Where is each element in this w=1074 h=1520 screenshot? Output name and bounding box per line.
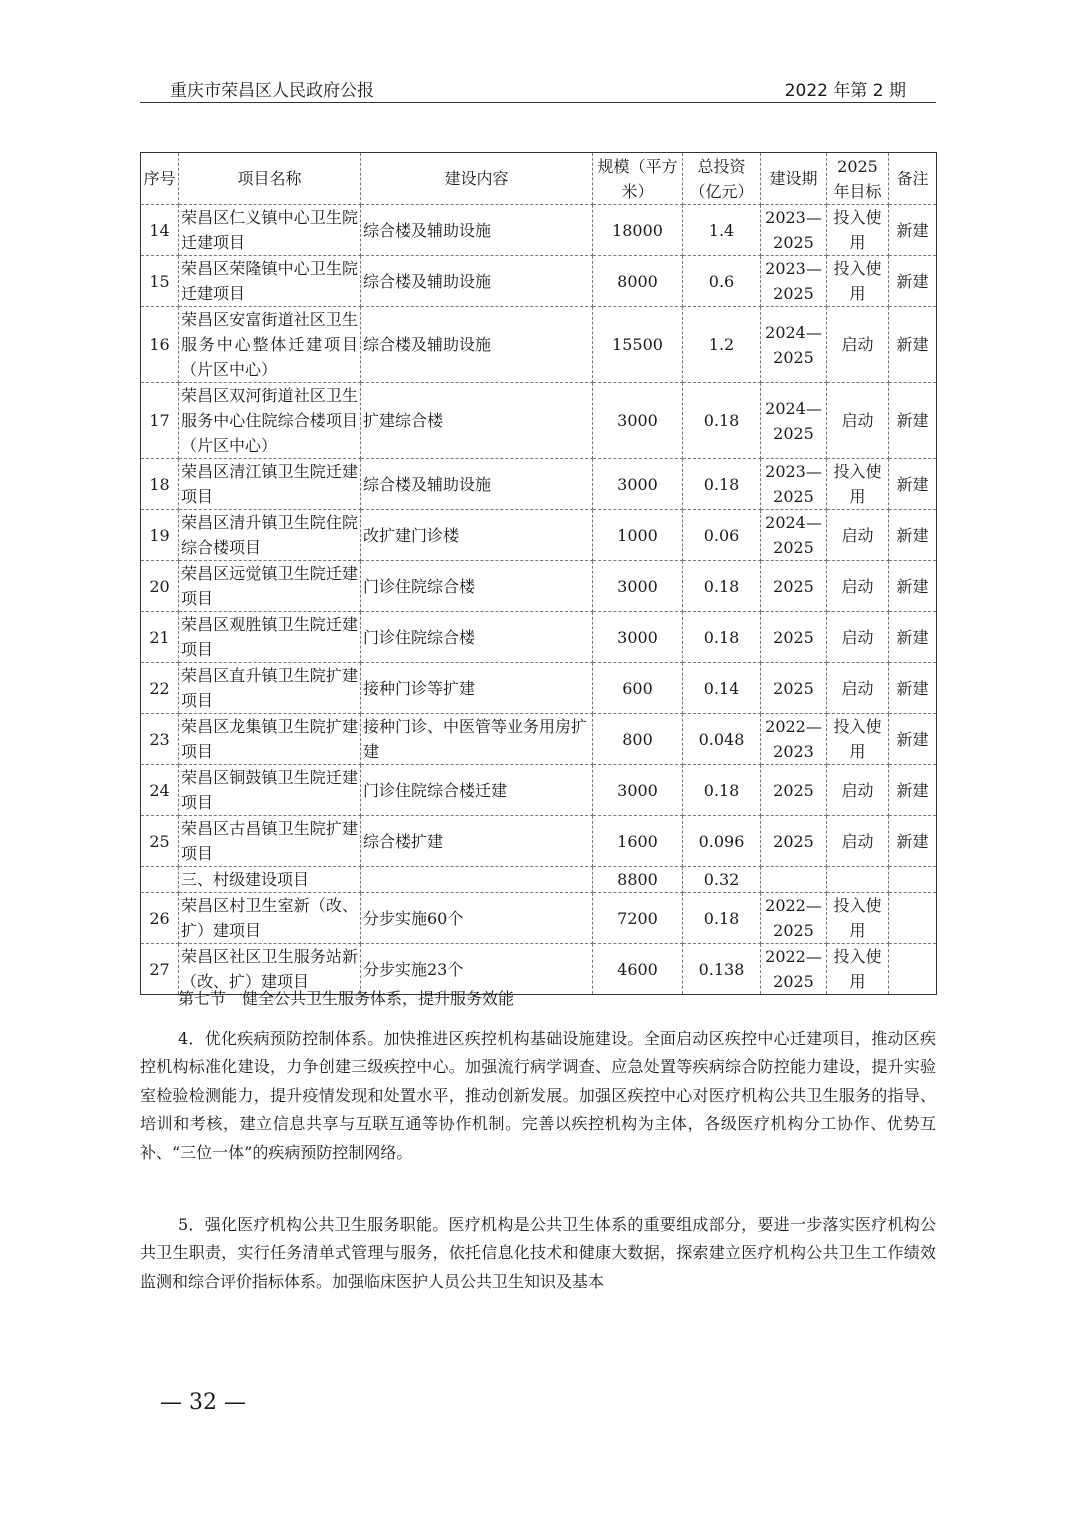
cell-period: 2024—2025 [761, 510, 827, 561]
cell-remark: 新建 [889, 459, 937, 510]
cell-remark: 新建 [889, 612, 937, 663]
cell-no: 25 [141, 816, 179, 867]
cell-scale: 18000 [593, 205, 683, 256]
cell-content: 综合楼扩建 [361, 816, 593, 867]
cell-scale: 8000 [593, 256, 683, 307]
table-row [141, 510, 937, 561]
cell-period: 2024—2025 [761, 383, 827, 459]
table-row [141, 383, 937, 459]
table-row [141, 612, 937, 663]
cell-name: 荣昌区清升镇卫生院住院综合楼项目 [179, 510, 361, 561]
cell-no: 19 [141, 510, 179, 561]
cell-content: 接种门诊、中医管等业务用房扩建 [361, 714, 593, 765]
table-row [141, 459, 937, 510]
cell-no: 26 [141, 893, 179, 944]
cell-no: 18 [141, 459, 179, 510]
page-number: — 32 — [160, 1390, 246, 1415]
cell-name: 荣昌区远觉镇卫生院迁建项目 [179, 561, 361, 612]
cell-content [361, 867, 593, 893]
table-row [141, 714, 937, 765]
cell-content: 分步实施60个 [361, 893, 593, 944]
cell-period: 2022—2025 [761, 944, 827, 995]
table-row [141, 816, 937, 867]
gazette-title: 重庆市荣昌区人民政府公报 [170, 81, 374, 101]
cell-remark [889, 944, 937, 995]
cell-invest: 0.14 [683, 663, 761, 714]
cell-target: 投入使用 [827, 714, 889, 765]
cell-period: 2025 [761, 816, 827, 867]
cell-name: 荣昌区社区卫生服务站新（改、扩）建项目 [179, 944, 361, 995]
cell-name: 荣昌区村卫生室新（改、扩）建项目 [179, 893, 361, 944]
cell-content: 综合楼及辅助设施 [361, 459, 593, 510]
cell-scale: 3000 [593, 765, 683, 816]
cell-remark: 新建 [889, 307, 937, 383]
cell-period: 2024—2025 [761, 307, 827, 383]
cell-content: 扩建综合楼 [361, 383, 593, 459]
table-row [141, 893, 937, 944]
cell-period: 2022—2025 [761, 893, 827, 944]
cell-period: 2023—2025 [761, 459, 827, 510]
cell-scale: 4600 [593, 944, 683, 995]
header-cell: 序号 [141, 153, 179, 205]
table-row [141, 663, 937, 714]
cell-no: 23 [141, 714, 179, 765]
cell-period: 2022—2023 [761, 714, 827, 765]
cell-period: 2025 [761, 561, 827, 612]
cell-content: 接种门诊等扩建 [361, 663, 593, 714]
cell-remark: 新建 [889, 816, 937, 867]
cell-period: 2023—2025 [761, 205, 827, 256]
section-title: 第七节 健全公共卫生服务体系，提升服务效能 [178, 989, 515, 1008]
cell-scale: 8800 [593, 867, 683, 893]
cell-invest: 0.18 [683, 561, 761, 612]
cell-content: 综合楼及辅助设施 [361, 256, 593, 307]
cell-content: 门诊住院综合楼 [361, 612, 593, 663]
cell-target: 启动 [827, 510, 889, 561]
cell-scale: 600 [593, 663, 683, 714]
cell-name: 荣昌区双河街道社区卫生服务中心住院综合楼项目（片区中心） [179, 383, 361, 459]
cell-target: 启动 [827, 307, 889, 383]
cell-invest: 0.6 [683, 256, 761, 307]
cell-remark: 新建 [889, 510, 937, 561]
cell-scale: 15500 [593, 307, 683, 383]
cell-name: 荣昌区铜鼓镇卫生院迁建项目 [179, 765, 361, 816]
cell-target: 启动 [827, 612, 889, 663]
table-row [141, 765, 937, 816]
cell-no: 20 [141, 561, 179, 612]
cell-invest: 0.096 [683, 816, 761, 867]
cell-name: 荣昌区仁义镇中心卫生院迁建项目 [179, 205, 361, 256]
cell-target: 启动 [827, 383, 889, 459]
cell-no: 14 [141, 205, 179, 256]
cell-invest: 0.048 [683, 714, 761, 765]
cell-period: 2025 [761, 765, 827, 816]
header-cell: 项目名称 [179, 153, 361, 205]
cell-name: 荣昌区古昌镇卫生院扩建项目 [179, 816, 361, 867]
cell-invest: 0.32 [683, 867, 761, 893]
cell-remark: 新建 [889, 561, 937, 612]
cell-invest: 0.18 [683, 459, 761, 510]
cell-content: 综合楼及辅助设施 [361, 205, 593, 256]
cell-no: 21 [141, 612, 179, 663]
cell-name: 荣昌区清江镇卫生院迁建项目 [179, 459, 361, 510]
issue-number: 2022 年第 2 期 [784, 81, 906, 101]
cell-target: 投入使用 [827, 459, 889, 510]
cell-invest: 0.18 [683, 765, 761, 816]
header-cell: 规模（平方米） [593, 153, 683, 205]
cell-remark: 新建 [889, 714, 937, 765]
cell-target [827, 867, 889, 893]
cell-remark: 新建 [889, 663, 937, 714]
cell-target: 启动 [827, 561, 889, 612]
cell-remark: 新建 [889, 256, 937, 307]
cell-invest: 1.2 [683, 307, 761, 383]
table-row [141, 561, 937, 612]
cell-remark: 新建 [889, 205, 937, 256]
page-header [140, 76, 936, 103]
cell-content: 改扩建门诊楼 [361, 510, 593, 561]
cell-period [761, 867, 827, 893]
table-header-row [141, 153, 937, 205]
cell-no [141, 867, 179, 893]
header-cell: 建设内容 [361, 153, 593, 205]
cell-no: 15 [141, 256, 179, 307]
table-row [141, 205, 937, 256]
table-row [141, 256, 937, 307]
cell-period: 2025 [761, 612, 827, 663]
cell-period: 2025 [761, 663, 827, 714]
cell-target: 投入使用 [827, 893, 889, 944]
table-row [141, 867, 937, 893]
cell-content: 门诊住院综合楼 [361, 561, 593, 612]
cell-no: 24 [141, 765, 179, 816]
cell-scale: 800 [593, 714, 683, 765]
cell-remark: 新建 [889, 765, 937, 816]
cell-period: 2023—2025 [761, 256, 827, 307]
project-table [140, 152, 937, 995]
header-cell: 建设期 [761, 153, 827, 205]
cell-invest: 0.18 [683, 383, 761, 459]
cell-remark: 新建 [889, 383, 937, 459]
cell-target: 投入使用 [827, 205, 889, 256]
cell-scale: 3000 [593, 612, 683, 663]
cell-invest: 0.06 [683, 510, 761, 561]
cell-scale: 7200 [593, 893, 683, 944]
cell-no: 22 [141, 663, 179, 714]
paragraph: 4．优化疾病预防控制体系。加快推进区疾控机构基础设施建设。全面启动区疾控中心迁建项目，推动区疾控机构标准化建设，力争创建三级疾控中心。加强流行病学调查、应急处置等疾病综合防控能力建设，提升实验室检验检测能力，提升疫情发现和处置水平，推动创新发展。加强区疾控中心对医疗机构公共卫生服务的指导、培训和考核，建立信息共享与互联互通等协作机制。完善以疾控机构为主体，各级医疗机构分工协作、优势互补、“三位一体”的疾病预防控制网络。 [140, 1029, 936, 1162]
cell-name: 荣昌区观胜镇卫生院迁建项目 [179, 612, 361, 663]
cell-content: 分步实施23个 [361, 944, 593, 995]
header-cell: 2025 年目标 [827, 153, 889, 205]
cell-no: 17 [141, 383, 179, 459]
cell-remark [889, 893, 937, 944]
cell-target: 投入使用 [827, 256, 889, 307]
cell-content: 综合楼及辅助设施 [361, 307, 593, 383]
cell-name: 荣昌区安富街道社区卫生服务中心整体迁建项目（片区中心） [179, 307, 361, 383]
cell-name: 荣昌区荣隆镇中心卫生院迁建项目 [179, 256, 361, 307]
cell-invest: 0.18 [683, 612, 761, 663]
cell-name: 三、村级建设项目 [179, 867, 361, 893]
cell-target: 启动 [827, 816, 889, 867]
cell-no: 27 [141, 944, 179, 995]
cell-target: 启动 [827, 663, 889, 714]
cell-scale: 1000 [593, 510, 683, 561]
header-cell: 总投资（亿元） [683, 153, 761, 205]
cell-target: 投入使用 [827, 944, 889, 995]
cell-remark [889, 867, 937, 893]
cell-invest: 0.18 [683, 893, 761, 944]
header-cell: 备注 [889, 153, 937, 205]
table-row [141, 307, 937, 383]
cell-target: 启动 [827, 765, 889, 816]
cell-scale: 1600 [593, 816, 683, 867]
cell-scale: 3000 [593, 459, 683, 510]
cell-invest: 1.4 [683, 205, 761, 256]
paragraph: 5．强化医疗机构公共卫生服务职能。医疗机构是公共卫生体系的重要组成部分，要进一步落实医疗机构公共卫生职责，实行任务清单式管理与服务，依托信息化技术和健康大数据，探索建立医疗机构公共卫生工作绩效监测和综合评价指标体系。加强临床医护人员公共卫生知识及基本 [140, 1215, 936, 1291]
cell-no: 16 [141, 307, 179, 383]
table-body [141, 205, 937, 995]
cell-name: 荣昌区直升镇卫生院扩建项目 [179, 663, 361, 714]
cell-scale: 3000 [593, 383, 683, 459]
cell-invest: 0.138 [683, 944, 761, 995]
cell-name: 荣昌区龙集镇卫生院扩建项目 [179, 714, 361, 765]
cell-content: 门诊住院综合楼迁建 [361, 765, 593, 816]
cell-scale: 3000 [593, 561, 683, 612]
